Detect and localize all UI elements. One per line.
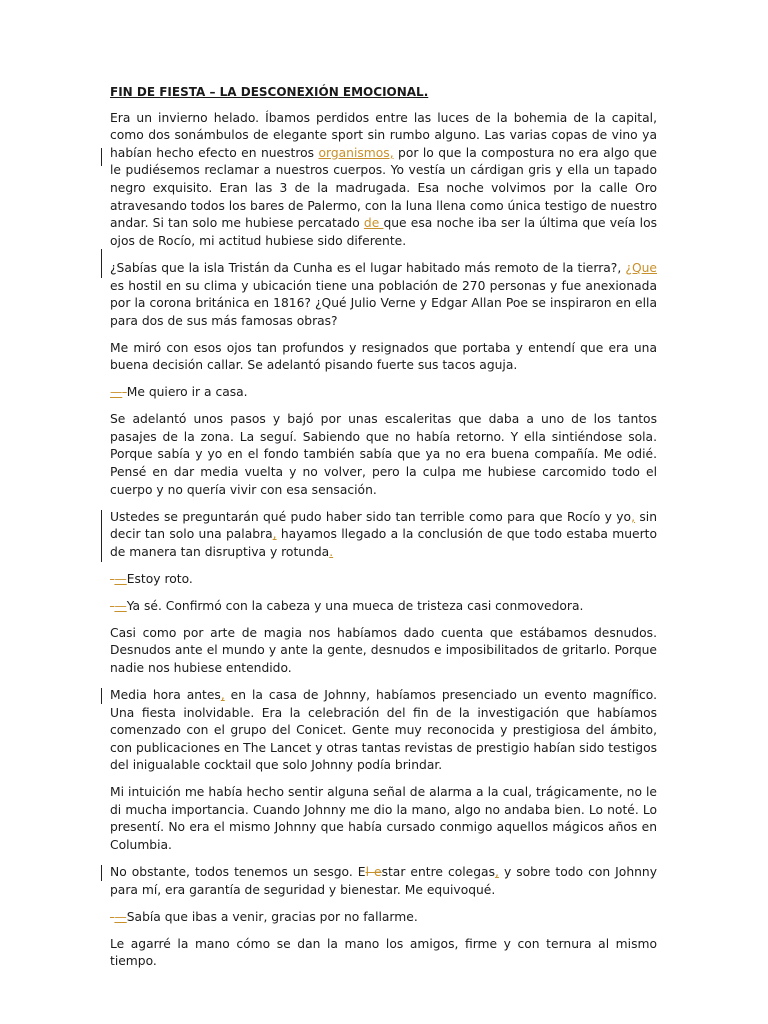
paragraph-5: Se adelantó unos pasos y bajó por unas escaleritas que daba a uno de los tantos pasajes de la zona. La seguí. Sabiendo que no había retorno. Y ella sintiéndose sola. Porque sabía y yo en el fondo también sabía que ya no era buena compañía. Me odié. Pensé en dar media vuelta y no volver, pero la culpa me hubiese carcomido todo el cuerpo y no quería vivir con esa sensación.	[110, 412, 657, 497]
tracked-insertion: —	[110, 385, 123, 400]
paragraph-9: Casi como por arte de magia nos habíamos dado cuenta que estábamos desnudos. Desnudos ante el mundo y ante la gente, desnudos e imposibilitados de gritarlo. Porque nadie nos hubiese entendido.	[110, 625, 657, 675]
tracked-deletion: l e	[365, 865, 382, 880]
change-bar	[101, 148, 102, 166]
paragraph-12: No obstante, todos tenemos un sesgo. El estar entre colegas, y sobre todo con Johnny para mí, era garantía de seguridad y bienestar. Me equivoqué.	[110, 864, 657, 899]
document-title: FIN DE FIESTA – LA DESCONEXIÓN EMOCIONAL.	[110, 85, 429, 99]
paragraph-11: Mi intuición me había hecho sentir alguna señal de alarma a la cual, trágicamente, no le di mucha importancia. Cuando Johnny me dio la mano, algo no andaba bien. Lo noté. Lo presentí. No era el mismo Johnny que había cursado conmigo aquellos mágicos años en Columbia.	[110, 785, 657, 853]
change-bar	[101, 262, 102, 278]
paragraph-2: ¿Sabías que la isla Tristán da Cunha es el lugar habitado más remoto de la tierra?, ¿Que es hostil en su clima y ubicación tiene una población de 270 personas y fue anexionada por la corona británica en 1816? ¿Qué Julio Verne y Edgar Allan Poe se inspiraron en ella para dos de sus más famosas obras?	[110, 260, 657, 330]
change-bar	[101, 865, 102, 881]
tracked-insertion: —	[114, 598, 127, 613]
tracked-deletion: -	[122, 385, 127, 400]
change-bar	[101, 688, 102, 704]
tracked-insertion: —	[114, 909, 127, 924]
tracked-insertion: ,	[272, 527, 277, 542]
tracked-insertion: ,	[631, 509, 635, 524]
tracked-insertion: ¿Q	[625, 260, 642, 275]
tracked-deletion: -	[110, 571, 115, 586]
paragraph-6: Ustedes se preguntarán qué pudo haber sido tan terrible como para que Rocío y yo, sin decir tan solo una palabra, hayamos llegado a la conclusión de que todo estaba muerto de manera tan disruptiva y rotunda.	[110, 509, 657, 562]
paragraph-10: Media hora antes, en la casa de Johnny, habíamos presenciado un evento magnífico. Una fiesta inolvidable. Era la celebración del fin de la investigación que habíamos comenzado con el grupo del Conicet. Gente muy reconocida y prestigiosa del ámbito, con publicaciones en The Lancet y otras tantas revistas de prestigio habían sido testigos del inigualable cocktail que solo Johnny podía brindar.	[110, 687, 657, 775]
tracked-deletion: -	[110, 598, 115, 613]
document-page	[110, 84, 657, 980]
dialogue-line-2: -—Estoy roto.	[110, 571, 193, 586]
tracked-insertion: ,	[220, 687, 225, 702]
paragraph-1: Era un invierno helado. Íbamos perdidos entre las luces de la bohemia de la capital, como dos sonámbulos de elegante sport sin rumbo alguno. Las varias copas de vino ya habían hecho efecto en nuestros organismos, por lo que la compostura no era algo que le pudiésemos reclamar a nuestros cuerpos. Yo vestía un cárdigan gris y ella un tapado negro exquisito. Eran las 3 de la madrugada. Esa noche volvimos por la calle Oro atravesando todos los bares de Palermo, con la luna llena como única testigo de nuestro andar. Si tan solo me hubiese percatado de que esa noche iba ser la última que veía los ojos de Rocío, mi actitud hubiese sido diferente.	[110, 110, 657, 251]
tracked-insertion: ,	[495, 865, 499, 880]
tracked-insertion: —	[114, 571, 127, 586]
tracked-insertion: organismos,	[318, 145, 394, 160]
dialogue-line-3: -—Ya sé. Confirmó con la cabeza y una mueca de tristeza casi conmovedora.	[110, 598, 584, 613]
change-bar	[101, 510, 102, 562]
tracked-deletion: -	[110, 909, 115, 924]
tracked-insertion: ue	[641, 260, 657, 275]
paragraph-3: Me miró con esos ojos tan profundos y resignados que portaba y entendí que era una buena decisión callar. Se adelantó pisando fuerte sus tacos aguja.	[110, 340, 657, 373]
dialogue-line-1: —-Me quiero ir a casa.	[110, 385, 248, 400]
paragraph-14: Le agarré la mano cómo se dan la mano los amigos, firme y con ternura al mismo tiempo.	[110, 936, 657, 969]
dialogue-line-4: -—Sabía que ibas a venir, gracias por no fallarme.	[110, 909, 418, 924]
tracked-insertion: de	[363, 216, 384, 231]
tracked-insertion: .	[329, 544, 334, 559]
